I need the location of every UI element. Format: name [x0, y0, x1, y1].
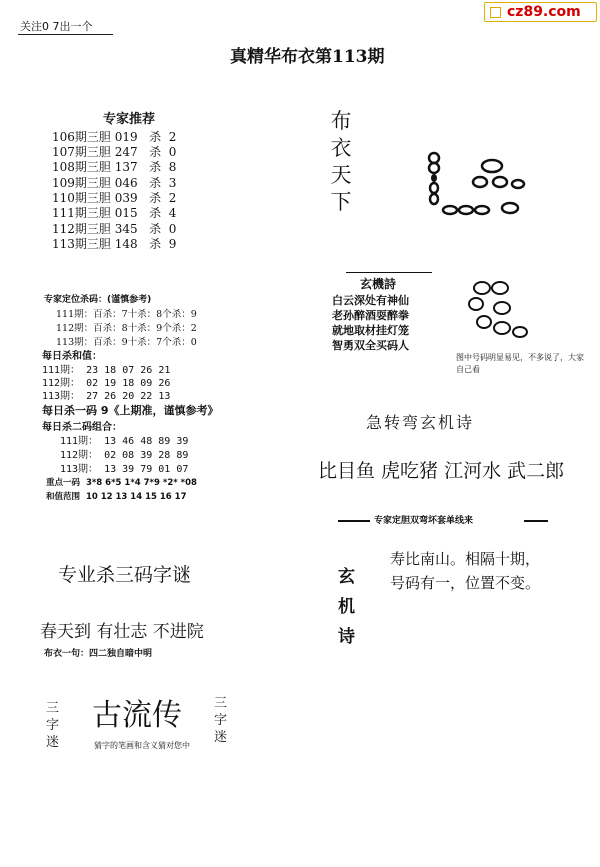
site-badge[interactable] — [484, 2, 597, 22]
checkbox-icon — [490, 7, 501, 18]
expert-row: 113期三胆 148 杀 9 — [52, 237, 177, 251]
kill-one-code: 每日杀一码 9《上期准，谨慎参考》 — [42, 404, 219, 417]
expert-row: 111期三胆 015 杀 4 — [52, 206, 177, 220]
riddle-label-left: 三字迷 — [46, 701, 60, 750]
vertical-poem-label: 玄机诗 — [338, 567, 355, 647]
daily-sum-row: 111期： 23 18 07 26 21 — [42, 365, 171, 376]
top-note-underline — [18, 34, 113, 35]
expert-tagline: 专家定胆双弯坏套单线来 — [374, 516, 474, 526]
poem-line: 智勇双全买码人 — [332, 339, 409, 352]
xuanji-poem-title: 玄機詩 — [360, 277, 397, 291]
riddle-title: 专业杀三码字谜 — [58, 564, 192, 586]
two-code-row: 112期： 02 08 39 28 89 — [60, 450, 189, 461]
two-code-title: 每日杀二码组合： — [42, 422, 122, 433]
expert-row: 109期三胆 046 杀 3 — [52, 176, 177, 190]
expert-row: 106期三胆 019 杀 2 — [52, 130, 177, 144]
two-code-row: 113期： 13 39 79 01 07 — [60, 464, 189, 475]
positional-row: 112期：百杀：8十杀：9个杀：2 — [56, 323, 197, 334]
positional-row: 113期：百杀：9十杀：7个杀：0 — [56, 337, 197, 348]
expert-row: 110期三胆 039 杀 2 — [52, 191, 177, 205]
daily-sum-title: 每日杀和值： — [42, 351, 102, 362]
positional-kill-title: 专家定位杀码：(谨慎参考) — [44, 295, 152, 305]
expert-row: 108期三胆 137 杀 8 — [52, 160, 177, 174]
expert-section-title: 专家推荐 — [103, 112, 156, 127]
daily-sum-row: 113期： 27 26 20 22 13 — [42, 391, 171, 402]
poem-line: 白云深处有神仙 — [332, 294, 409, 307]
site-badge-text: cz89.com — [507, 4, 581, 20]
riddle-hint: 布衣一句：四二独自暗中明 — [44, 649, 153, 659]
riddle-poem-header: 急转弯玄机诗 — [366, 413, 475, 432]
chain-rings-icon — [462, 278, 542, 352]
riddle-big-word: 古流传 — [92, 698, 182, 733]
poem2-line: 号码有一，位置不变。 — [390, 574, 541, 592]
divider-left — [338, 520, 370, 522]
riddle-clue: 春天到 有壮志 不进院 — [40, 622, 204, 642]
poem-line: 老孙醉酒耍醉拳 — [332, 309, 409, 322]
divider-right — [524, 520, 548, 522]
positional-row: 111期：百杀：7十杀：8个杀：9 — [56, 309, 197, 320]
focus-code-row: 重点一码 3*8 6*5 1*4 7*9 *2* *08 — [46, 478, 197, 488]
number-picture-icon — [420, 148, 530, 222]
two-code-row: 111期： 13 46 48 89 39 — [60, 436, 189, 447]
poem-line: 就地取材挂灯笼 — [332, 324, 409, 337]
top-note: 关注0 7出一个 — [20, 20, 93, 33]
vertical-title: 布衣天下 — [330, 109, 352, 214]
riddle-line: 比目鱼 虎吃猪 江河水 武二郎 — [318, 460, 565, 482]
poem2-line: 寿比南山。相隔十期， — [390, 550, 541, 568]
expert-row: 112期三胆 345 杀 0 — [52, 222, 177, 236]
riddle-label-right: 三字迷 — [214, 696, 228, 745]
sum-range-row: 和值范围 10 12 13 14 15 16 17 — [46, 492, 187, 502]
picture-note: 图中号码明显易见，不多说了，大家自己看 — [456, 353, 584, 374]
daily-sum-row: 112期： 02 19 18 09 26 — [42, 378, 171, 389]
expert-row: 107期三胆 247 杀 0 — [52, 145, 177, 159]
page-title: 真精华布衣第113期 — [230, 47, 385, 67]
riddle-note: 猜字的笔画和含义猜对您中 — [94, 741, 190, 750]
